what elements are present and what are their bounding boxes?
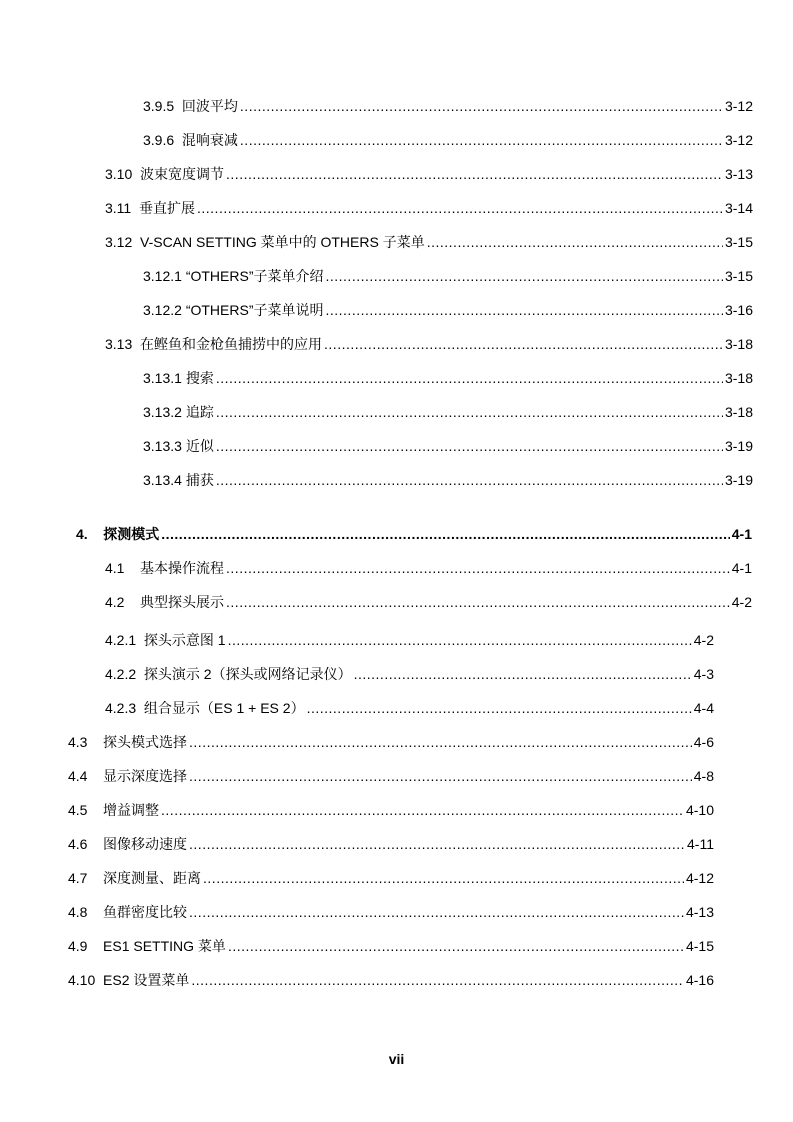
- toc-label: 4.2.1 探头示意图 1: [105, 632, 226, 648]
- toc-label: 4.5 增益调整: [68, 802, 160, 818]
- toc-page: 4-13: [685, 904, 714, 920]
- toc-entry-4-1: [105, 558, 752, 578]
- dot-leader: [427, 232, 723, 252]
- dot-leader: [161, 524, 730, 544]
- toc-page: 4-2: [731, 594, 752, 610]
- dot-leader: [216, 470, 723, 490]
- toc-entry-3-13: [105, 334, 753, 354]
- dot-leader: [354, 664, 692, 684]
- dot-leader: [226, 164, 723, 184]
- dot-leader: [324, 334, 723, 354]
- toc-entry-4-2-2: [105, 664, 714, 684]
- toc-entry-3-9-5: [143, 96, 753, 116]
- toc-entry-3-13-4: [143, 470, 753, 490]
- toc-label: 3.13.1 搜索: [143, 370, 214, 386]
- toc-entry-4-2-1: [105, 630, 714, 650]
- toc-entry-3-9-6: [143, 130, 753, 150]
- toc-entry-3-12-1: [143, 266, 753, 286]
- toc-page: 4-4: [693, 700, 714, 716]
- toc-label: 3.12.1 “OTHERS”子菜单介绍: [143, 268, 324, 284]
- dot-leader: [203, 868, 684, 888]
- dot-leader: [216, 402, 723, 422]
- dot-leader: [226, 558, 730, 578]
- page-number: vii: [388, 1051, 405, 1067]
- toc-label: 4.6 图像移动速度: [68, 836, 188, 852]
- toc-entry-4-6: [68, 834, 714, 854]
- toc-page: 4-8: [693, 768, 714, 784]
- toc-page: 3-18: [724, 370, 753, 386]
- toc-entry-4-8: [68, 902, 714, 922]
- toc-entry-3-13-2: [143, 402, 753, 422]
- toc-page: 4-12: [685, 870, 714, 886]
- toc-entry-4: [76, 524, 752, 544]
- toc-page: 4-6: [693, 734, 714, 750]
- dot-leader: [197, 198, 723, 218]
- toc-label: 4.10 ES2 设置菜单: [68, 972, 190, 988]
- dot-leader: [191, 970, 684, 990]
- toc-entry-4-2: [105, 592, 752, 612]
- toc-page: 3-19: [724, 438, 753, 454]
- toc-entry-3-12-2: [143, 300, 753, 320]
- dot-leader: [307, 698, 692, 718]
- toc-entry-4-3: [68, 732, 714, 752]
- toc-entry-4-5: [68, 800, 714, 820]
- dot-leader: [189, 834, 685, 854]
- toc-page: 4-15: [685, 938, 714, 954]
- toc-label: 4.2.3 组合显示（ES 1 + ES 2）: [105, 700, 305, 716]
- toc-label: 4.8 鱼群密度比较: [68, 904, 188, 920]
- toc-page: 3-15: [724, 234, 753, 250]
- toc-entry-3-12: [105, 232, 753, 252]
- toc-page: 3-13: [724, 166, 753, 182]
- dot-leader: [189, 766, 692, 786]
- toc-page: 4-3: [693, 666, 714, 682]
- dot-leader: [226, 592, 730, 612]
- toc-entry-3-13-3: [143, 436, 753, 456]
- dot-leader: [216, 368, 723, 388]
- toc-entry-4-4: [68, 766, 714, 786]
- dot-leader: [228, 936, 684, 956]
- toc-label: 4.9 ES1 SETTING 菜单: [68, 938, 226, 954]
- dot-leader: [325, 300, 722, 320]
- toc-page: 3-18: [724, 404, 753, 420]
- toc-entry-3-10: [105, 164, 753, 184]
- dot-leader: [325, 266, 722, 286]
- toc-label: 4.7 深度测量、距离: [68, 870, 202, 886]
- toc-page: 4-16: [685, 972, 714, 988]
- toc-label: 3.11 垂直扩展: [105, 200, 195, 216]
- toc-label: 3.13 在鲣鱼和金枪鱼捕捞中的应用: [105, 336, 323, 352]
- toc-label: 3.12 V-SCAN SETTING 菜单中的 OTHERS 子菜单: [105, 234, 425, 250]
- toc-label: 3.12.2 “OTHERS”子菜单说明: [143, 302, 324, 318]
- toc-label: 3.10 波束宽度调节: [105, 166, 225, 182]
- toc-page: 3-19: [724, 472, 753, 488]
- toc-label: 3.9.5 回波平均: [143, 98, 238, 114]
- toc-page: 3-15: [724, 268, 753, 284]
- toc-entry-4-7: [68, 868, 714, 888]
- toc-page: 3-16: [724, 302, 753, 318]
- toc-entry-3-11: [105, 198, 753, 218]
- dot-leader: [240, 96, 723, 116]
- toc-label: 4.2.2 探头演示 2（探头或网络记录仪）: [105, 666, 352, 682]
- toc-page: 3-18: [724, 336, 753, 352]
- toc-label: 4.3 探头模式选择: [68, 734, 188, 750]
- dot-leader: [189, 902, 684, 922]
- dot-leader: [240, 130, 723, 150]
- toc-entry-4-9: [68, 936, 714, 956]
- toc-entry-3-13-1: [143, 368, 753, 388]
- toc-page: 3-12: [724, 98, 753, 114]
- dot-leader: [216, 436, 723, 456]
- dot-leader: [189, 732, 692, 752]
- dot-leader: [161, 800, 684, 820]
- toc-label: 4. 探测模式: [76, 526, 160, 542]
- toc-entry-4-2-3: [105, 698, 714, 718]
- toc-page: 4-2: [693, 632, 714, 648]
- toc-page: 3-14: [724, 200, 753, 216]
- dot-leader: [228, 630, 692, 650]
- toc-page: 4-1: [731, 526, 752, 542]
- toc-label: 3.13.3 近似: [143, 438, 214, 454]
- toc-label: 3.9.6 混响衰减: [143, 132, 238, 148]
- toc-label: 4.4 显示深度选择: [68, 768, 188, 784]
- toc-label: 4.2 典型探头展示: [105, 594, 225, 610]
- toc-label: 4.1 基本操作流程: [105, 560, 225, 576]
- toc-page: 4-1: [731, 560, 752, 576]
- toc-entry-4-10: [68, 970, 714, 990]
- toc-label: 3.13.4 捕获: [143, 472, 214, 488]
- toc-page: 3-12: [724, 132, 753, 148]
- toc-label: 3.13.2 追踪: [143, 404, 214, 420]
- toc-page: 4-10: [685, 802, 714, 818]
- toc-page: 4-11: [687, 836, 714, 852]
